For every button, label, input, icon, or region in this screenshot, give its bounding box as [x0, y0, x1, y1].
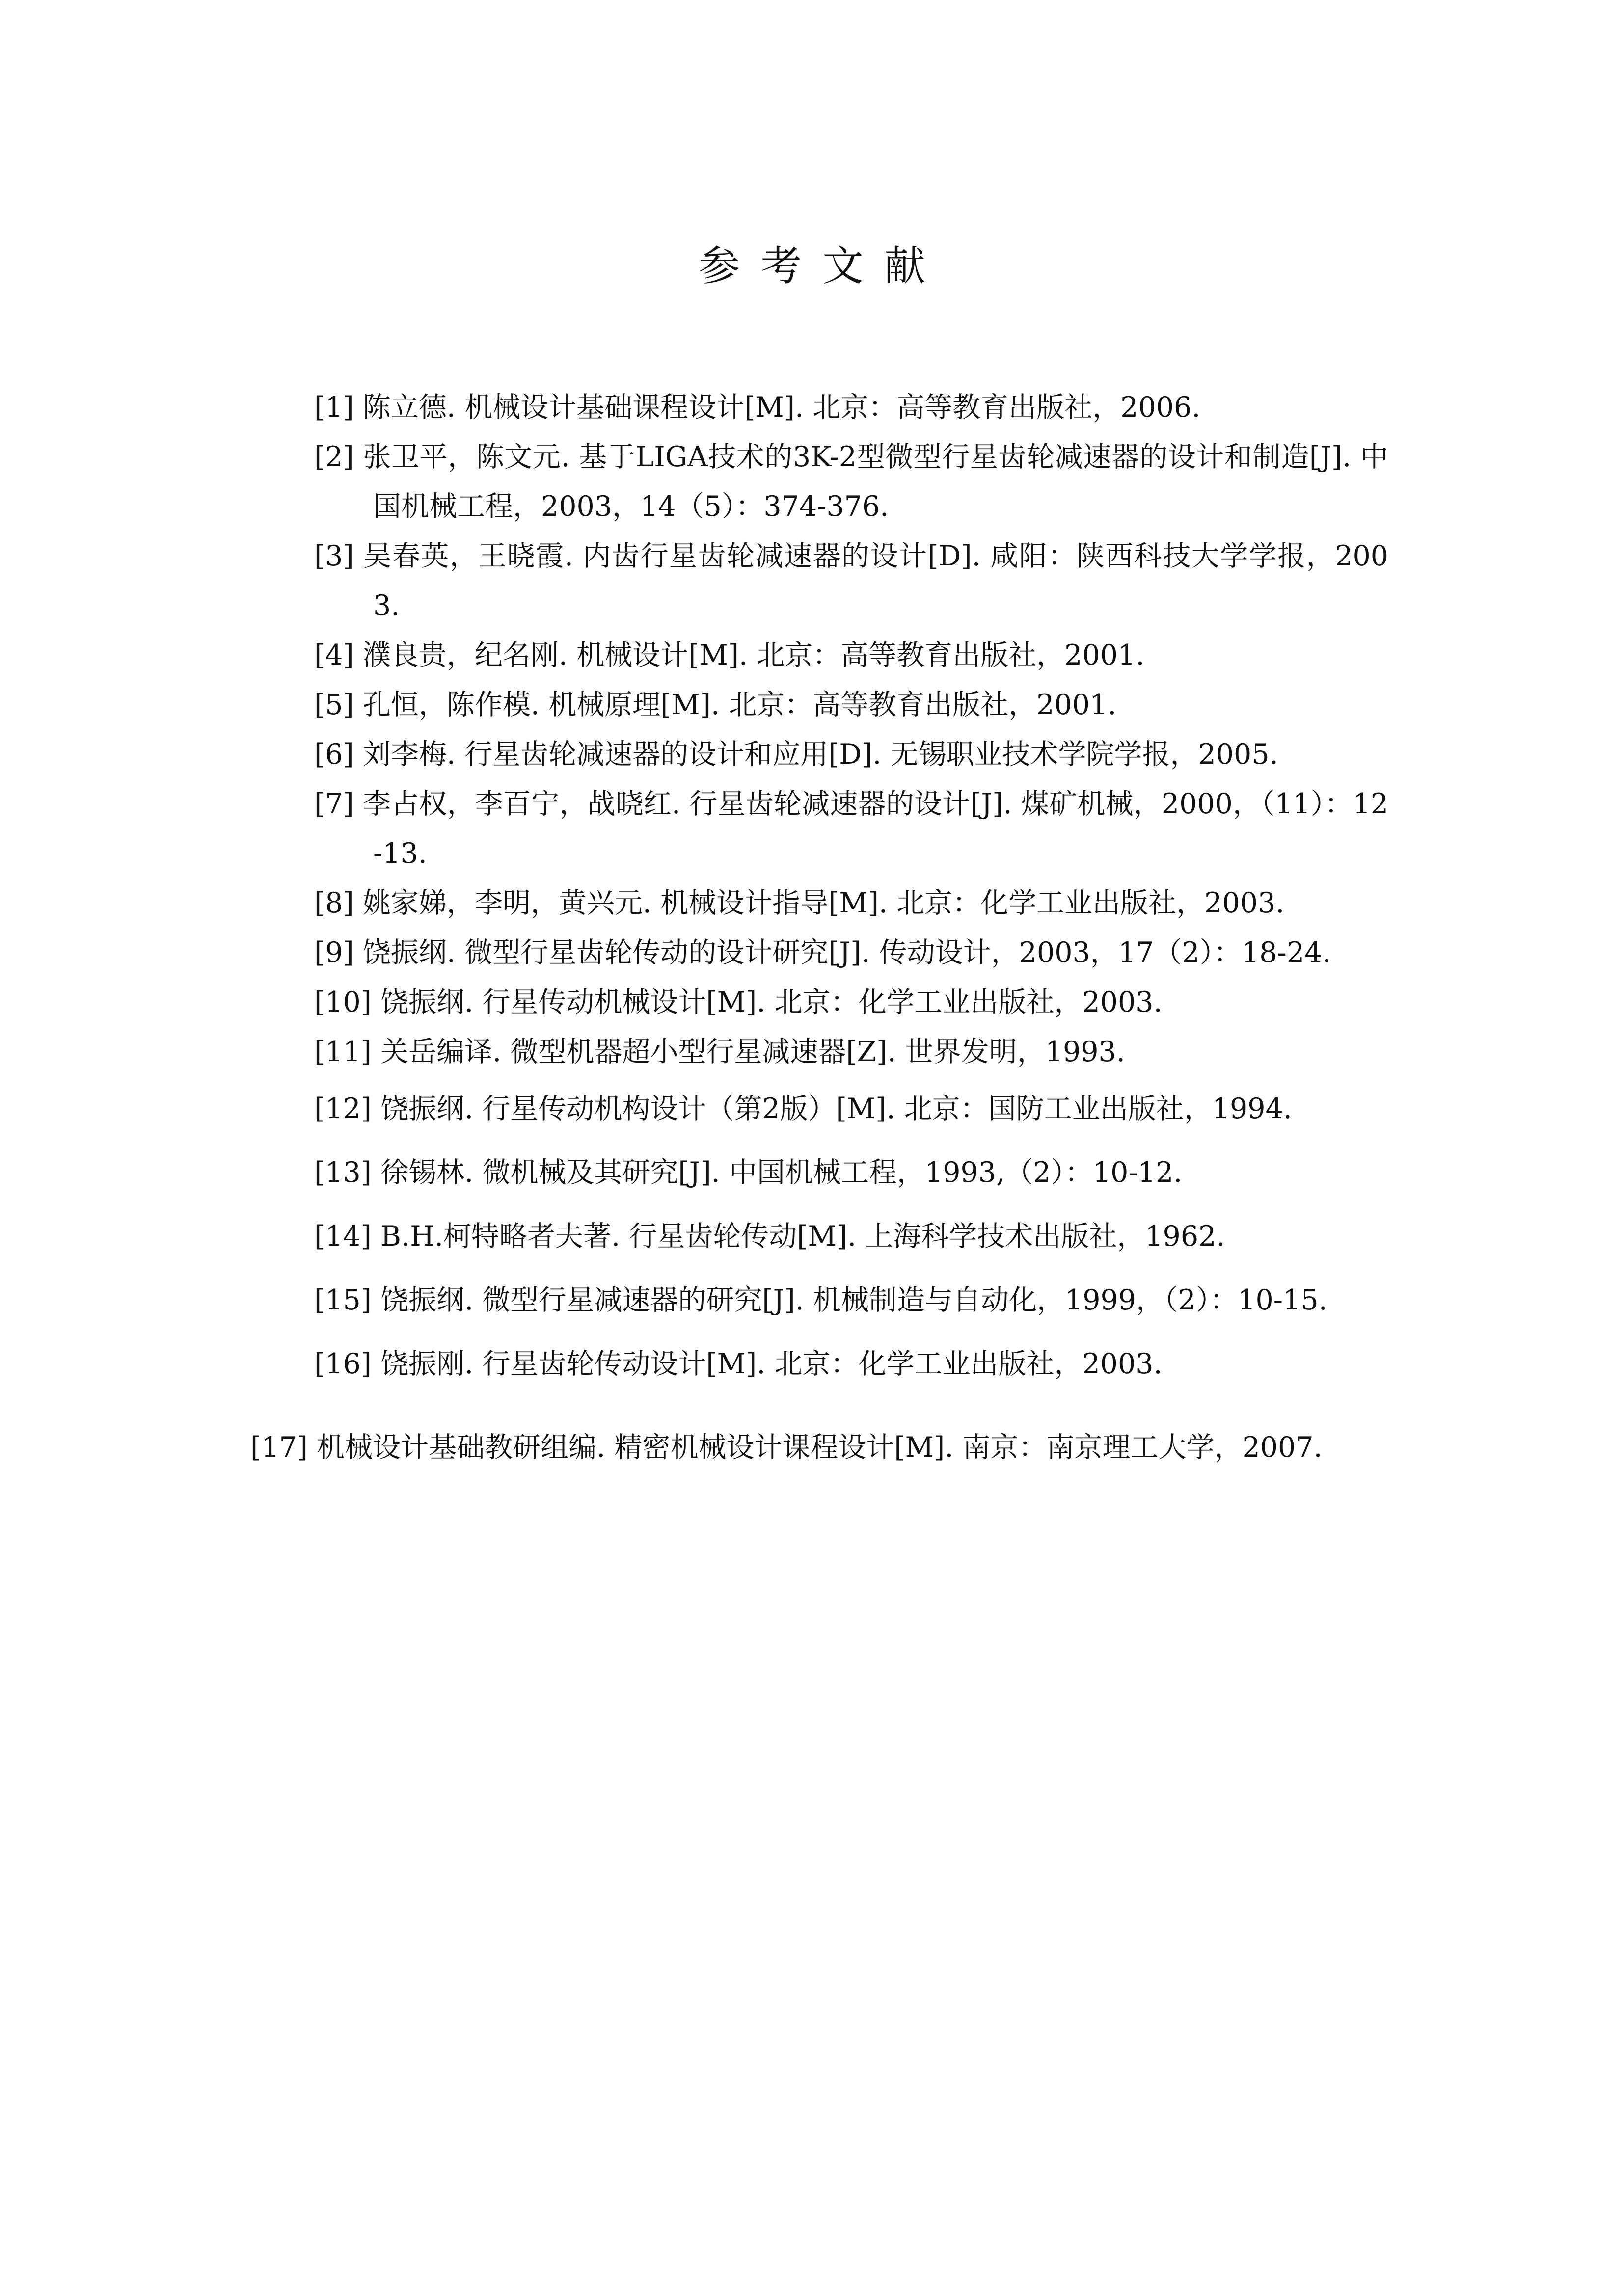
reference-item-16 [314, 1332, 1388, 1396]
reference-text: 饶振纲. 行星传动机械设计[M]. 北京：化学工业出版社，2003. [380, 986, 1163, 1018]
reference-text: 吴春英，王晓霞. 内齿行星齿轮减速器的设计[D]. 咸阳：陕西科技大学学报，2003. [363, 540, 1388, 622]
reference-number: [15] [314, 1284, 372, 1316]
reference-item-4 [314, 631, 1388, 680]
reference-text: 饶振纲. 微型行星齿轮传动的设计研究[J]. 传动设计，2003，17（2）：18-24. [362, 936, 1331, 969]
reference-number: [4] [314, 639, 354, 671]
reference-text: 张卫平，陈文元. 基于LIGA技术的3K-2型微型行星齿轮减速器的设计和制造[J]. 中国机械工程，2003，14（5）：374-376. [363, 441, 1388, 523]
reference-item-7 [314, 779, 1388, 879]
reference-number: [9] [314, 936, 354, 969]
reference-text: 关岳编译. 微型机器超小型行星减速器[Z]. 世界发明，1993. [380, 1036, 1125, 1068]
reference-text: 饶振纲. 微型行星减速器的研究[J]. 机械制造与自动化，1999，（2）：10-15. [380, 1284, 1327, 1316]
reference-text: B.H.柯特略者夫著. 行星齿轮传动[M]. 上海科学技术出版社，1962. [380, 1220, 1225, 1253]
reference-number: [6] [314, 738, 354, 771]
reference-text: 姚家娣，李明，黄兴元. 机械设计指导[M]. 北京：化学工业出版社，2003. [362, 887, 1285, 919]
reference-number: [11] [314, 1036, 372, 1068]
reference-item-1 [314, 383, 1388, 432]
reference-number: [5] [314, 689, 354, 721]
reference-text: 孔恒，陈作模. 机械原理[M]. 北京：高等教育出版社，2001. [362, 689, 1117, 721]
reference-number: [8] [314, 887, 354, 919]
reference-text: 濮良贵，纪名刚. 机械设计[M]. 北京：高等教育出版社，2001. [362, 639, 1145, 671]
reference-item-5 [314, 680, 1388, 730]
reference-item-2 [314, 432, 1388, 532]
reference-item-10 [314, 978, 1388, 1027]
reference-number: [14] [314, 1220, 372, 1253]
reference-text: 机械设计基础教研组编. 精密机械设计课程设计[M]. 南京：南京理工大学，2007. [317, 1431, 1323, 1464]
reference-text: 李占权，李百宁，战晓红. 行星齿轮减速器的设计[J]. 煤矿机械，2000，（11）：12-13. [363, 788, 1388, 870]
reference-item-15 [314, 1268, 1388, 1332]
reference-item-9 [314, 928, 1388, 978]
reference-text: 刘李梅. 行星齿轮减速器的设计和应用[D]. 无锡职业技术学院学报，2005. [362, 738, 1278, 771]
reference-number: [7] [314, 788, 354, 820]
reference-text: 陈立德. 机械设计基础课程设计[M]. 北京：高等教育出版社，2006. [362, 391, 1201, 424]
reference-item-13 [314, 1141, 1388, 1204]
reference-item-17 [250, 1415, 1388, 1479]
reference-item-14 [314, 1204, 1388, 1268]
reference-number: [13] [314, 1156, 372, 1189]
reference-text: 饶振纲. 行星传动机构设计（第2版）[M]. 北京：国防工业出版社，1994. [380, 1093, 1292, 1125]
reference-number: [1] [314, 391, 354, 424]
reference-number: [16] [314, 1348, 372, 1380]
page-title: 参考文献 [698, 242, 946, 290]
reference-item-11 [314, 1027, 1388, 1077]
reference-number: [3] [314, 540, 354, 572]
reference-item-3 [314, 532, 1388, 631]
reference-item-8 [314, 879, 1388, 928]
reference-text: 徐锡林. 微机械及其研究[J]. 中国机械工程，1993,（2）：10-12. [380, 1156, 1183, 1189]
reference-list [0, 383, 1624, 1479]
reference-number: [17] [250, 1431, 308, 1464]
reference-number: [2] [314, 441, 354, 473]
reference-number: [12] [314, 1093, 372, 1125]
reference-item-6 [314, 730, 1388, 779]
reference-text: 饶振刚. 行星齿轮传动设计[M]. 北京：化学工业出版社，2003. [380, 1348, 1163, 1380]
reference-item-12 [314, 1077, 1388, 1141]
reference-number: [10] [314, 986, 372, 1018]
